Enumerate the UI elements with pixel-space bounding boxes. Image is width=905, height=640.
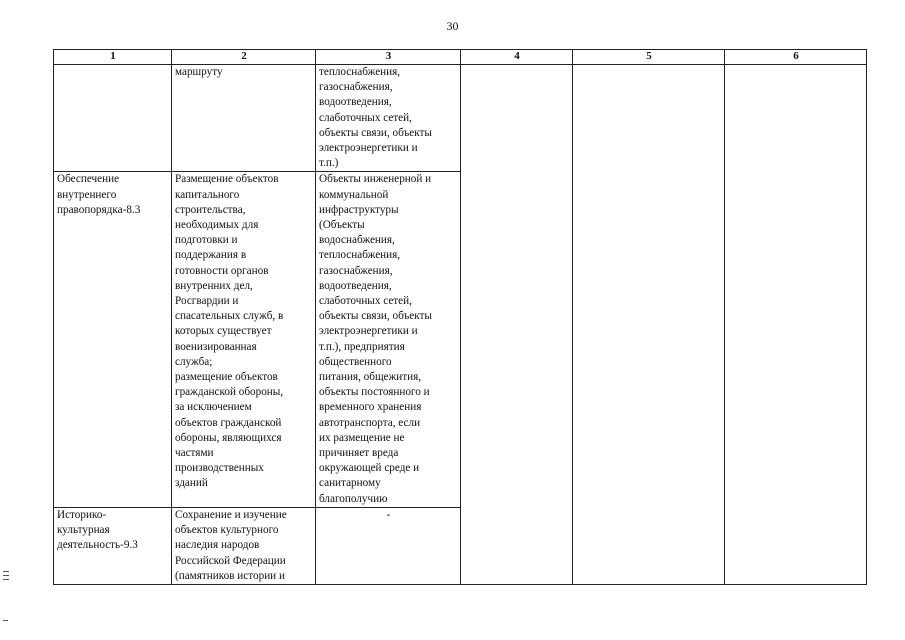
cell-text-line: внутренних дел, (175, 279, 253, 292)
cell-text-line: теплоснабжения, (319, 249, 401, 262)
cell-text-line: деятельность-9.3 (57, 539, 138, 552)
row1-col4 (461, 65, 573, 585)
cell-text-line: за исключением (175, 401, 252, 414)
margin-mark (3, 575, 9, 576)
cell-text-line: общественного (319, 355, 392, 368)
cell-text-line: газоснабжения, (319, 264, 393, 277)
header-col-2: 2 (172, 50, 316, 65)
cell-text-line: т.п.) (319, 157, 339, 170)
row1-col3 (316, 65, 461, 172)
cell-text-line: Историко- (57, 508, 107, 521)
cell-text-line: слаботочных сетей, (319, 295, 412, 308)
cell-text-line: окружающей среде и (319, 462, 420, 475)
cell-text-line: Объекты инженерной и (319, 173, 432, 186)
cell-text-line: объекты связи, объекты (319, 310, 432, 323)
row3-col2 (172, 507, 316, 584)
cell-text-line: гражданской обороны, (175, 386, 284, 399)
cell-text-line: которых существует (175, 325, 272, 338)
header-row (54, 50, 867, 65)
row3-col1 (54, 507, 172, 584)
cell-text-line: теплоснабжения, (319, 66, 401, 78)
row1-col1 (54, 65, 172, 172)
header-col-5: 5 (573, 50, 725, 65)
header-col-3: 3 (316, 50, 461, 65)
row3-col3 (316, 507, 461, 584)
cell-text-line: поддержания в (175, 249, 247, 262)
cell-text-line: инфраструктуры (319, 203, 399, 216)
cell-text-line: санитарному (319, 477, 381, 490)
row2-col3 (316, 172, 461, 507)
cell-text-line: наследия народов (175, 539, 260, 552)
cell-text-line: правопорядка-8.3 (57, 203, 141, 216)
cell-text-line: коммунальной (319, 188, 389, 201)
cell-text-line: электроэнергетики и (319, 325, 418, 338)
cell-text-line: газоснабжения, (319, 81, 393, 94)
cell-text-line: спасательных служб, в (175, 310, 284, 323)
margin-marks (3, 571, 9, 583)
row1-col2 (172, 65, 316, 172)
margin-mark (3, 579, 9, 580)
cell-text-line: водоснабжения, (319, 234, 395, 247)
cell-text-line: Сохранение и изучение (175, 508, 287, 521)
cell-text-line: временного хранения (319, 401, 422, 414)
cell-text-line: объекты связи, объекты (319, 126, 432, 139)
cell-text-line: благополучию (319, 492, 388, 505)
cell-text-line: капитального (175, 188, 240, 201)
cell-text-line: Обеспечение (57, 173, 120, 186)
table-row (54, 65, 867, 172)
row2-col1 (54, 172, 172, 507)
cell-text-line: слаботочных сетей, (319, 111, 412, 124)
cell-text-line: Российской Федерации (175, 554, 286, 567)
cell-text-line: готовности органов (175, 264, 269, 277)
page-number: 30 (446, 19, 459, 33)
cell-text-line: обороны, являющихся (175, 431, 282, 444)
cell-text-line: (Объекты (319, 219, 365, 232)
cell-text-line: Росгвардии и (175, 295, 239, 308)
cell-text-line: частями (175, 447, 214, 460)
cell-text-line: необходимых для (175, 219, 259, 232)
row2-col2 (172, 172, 316, 507)
cell-text-line: служба; (175, 355, 213, 368)
cell-text-line: их размещение не (319, 431, 405, 444)
cell-text-line: объектов культурного (175, 524, 279, 537)
cell-text-line: объекты постоянного и (319, 386, 430, 399)
cell-text-line: внутреннего (57, 188, 117, 201)
row1-col5 (573, 65, 725, 585)
cell-text-line: культурная (57, 524, 110, 537)
cell-text-line: электроэнергетики и (319, 142, 418, 155)
cell-text-line: водоотведения, (319, 96, 392, 109)
cell-text-line: зданий (175, 477, 208, 490)
cell-text-line: водоотведения, (319, 279, 392, 292)
cell-text-line: автотранспорта, если (319, 416, 421, 429)
header-col-4: 4 (461, 50, 573, 65)
margin-mark (3, 571, 9, 572)
cell-text-line: маршруту (175, 66, 223, 78)
cell-text-line: военизированная (175, 340, 257, 353)
cell-text-line: питания, общежития, (319, 371, 422, 384)
margin-mark (3, 620, 8, 621)
cell-text-line: - (386, 508, 391, 521)
header-col-6: 6 (725, 50, 867, 65)
cell-text-line: строительства, (175, 203, 246, 216)
cell-text-line: подготовки и (175, 234, 238, 247)
cell-text-line: Размещение объектов (175, 173, 279, 186)
cell-text-line: (памятников истории и (175, 569, 285, 582)
cell-text-line: т.п.), предприятия (319, 340, 405, 353)
cell-text-line: объектов гражданской (175, 416, 282, 429)
cell-text-line: производственных (175, 462, 264, 475)
zoning-table (53, 49, 867, 585)
cell-text-line: размещение объектов (175, 371, 278, 384)
row1-col6 (725, 65, 867, 585)
cell-text-line: причиняет вреда (319, 447, 399, 460)
header-col-1: 1 (54, 50, 172, 65)
